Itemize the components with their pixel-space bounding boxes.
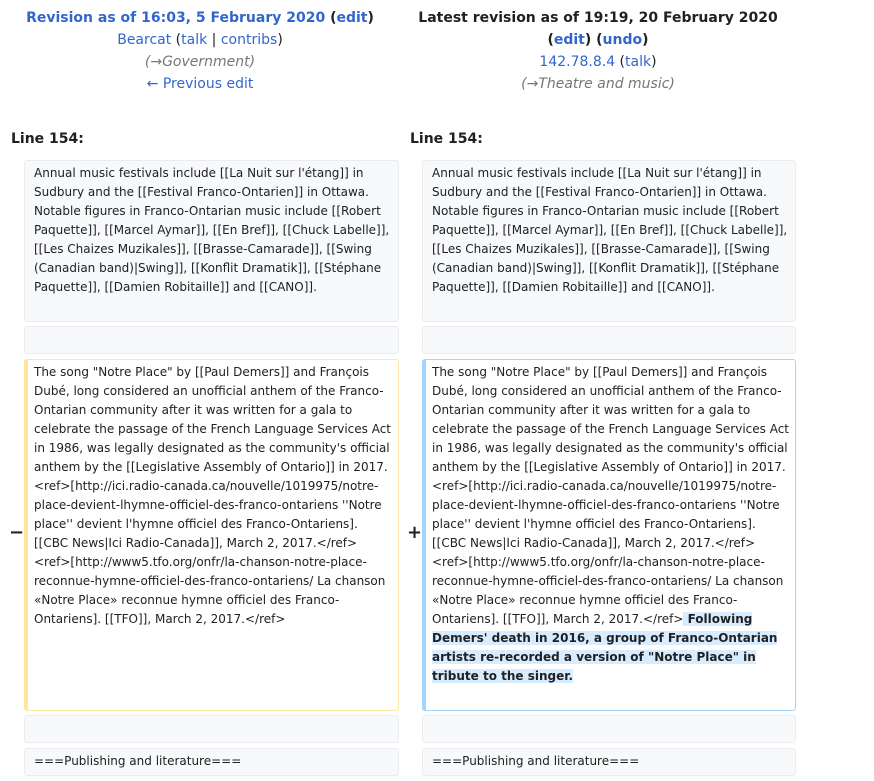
new-revision-user-line: 142.78.8.4 (talk) [539,54,657,70]
old-revision-title: Revision as of 16:03, 5 February 2020 (edit) [26,10,374,26]
old-revision-section-name: Government [162,54,250,70]
old-revision-user-link[interactable]: Bearcat [117,32,172,48]
diff-minus-marker: − [9,522,25,543]
old-revision-section-arrow[interactable]: → [150,54,163,70]
diff-added-line [422,359,796,711]
diff-line-number-old: Line 154: [11,131,84,147]
diff-context-heading-old: ===Publishing and literature=== [24,748,399,776]
new-revision-section-name: Theatre and music [538,76,670,92]
diff-plus-marker: + [407,522,423,543]
new-revision-summary: (→Theatre and music) [521,76,675,92]
old-revision-edit-link[interactable]: edit [336,10,368,26]
new-revision-section-arrow[interactable]: → [526,76,539,92]
diff-context-old: Annual music festivals include [[La Nuit sur l'étang]] in Sudbury and the [[Festival Franco-Ontarien]] in Ottawa. Notable figures in Franco-Ontarian music include [[Robert Paquette]], [[Marcel Aymar]], [[En Bref]], [[Chuck Labelle]], [[Les Chaizes Muzikales]], [[Brasse-Camarade]], [[Swing (Canadian band)|Swing]], [[Konflit Dramatik]], [[Stéphane Paquette]], [[Damien Robitaille]] and [[CANO]]. [24,160,399,322]
new-revision-link[interactable]: Latest revision as of 19:19, 20 February 2020 [418,10,778,26]
new-revision-edit-link[interactable]: edit [553,32,585,48]
previous-edit-link[interactable]: ← Previous edit [146,76,254,92]
new-revision-header [398,7,798,95]
diff-deleted-line: The song "Notre Place" by [[Paul Demers]] and François Dubé, long considered an unofficial anthem of the Franco-Ontarian community after it was written for a gala to celebrate the passage of the French Language Services Act in 1986, was legally designated as the community's official anthem by the [[Legislative Assembly of Ontario]] in 2017.<ref>[http://ici.radio-canada.ca/nouvelle/1019975/notre-place-devient-lhymne-officiel-des-franco-ontariens ''Notre place'' devient l'hymne officiel des Franco-Ontariens]. [[CBC News|Ici Radio-Canada]], March 2, 2017.</ref><ref>[http://www5.tfo.org/onfr/la-chanson-notre-place-reconnue-hymne-officiel-des-franco-ontariens/ La chanson «Notre Place» reconnue hymne officiel des Franco-Ontariens]. [[TFO]], March 2, 2017.</ref> [24,359,399,711]
old-revision-talk-link[interactable]: talk [181,32,208,48]
new-revision-actions: (edit) (undo) [547,32,649,48]
diff-context-empty-new-2 [422,715,796,743]
diff-line-number-new: Line 154: [410,131,483,147]
old-revision-contribs-link[interactable]: contribs [220,32,278,48]
diff-context-new: Annual music festivals include [[La Nuit sur l'étang]] in Sudbury and the [[Festival Franco-Ontarien]] in Ottawa. Notable figures in Franco-Ontarian music include [[Robert Paquette]], [[Marcel Aymar]], [[En Bref]], [[Chuck Labelle]], [[Les Chaizes Muzikales]], [[Brasse-Camarade]], [[Swing (Canadian band)|Swing]], [[Konflit Dramatik]], [[Stéphane Paquette]], [[Damien Robitaille]] and [[CANO]]. [422,160,796,322]
diff-inserted-text: Following Demers' death in 2016, a group of Franco-Ontarian artists re-recorded a version of "Notre Place" in tribute to the singer. [432,612,778,683]
old-revision-user-line: Bearcat (talk | contribs) [117,32,283,48]
undo-link[interactable]: undo [602,32,643,48]
diff-context-empty-old [24,326,399,354]
diff-context-empty-old-2 [24,715,399,743]
old-revision-summary: (→Government) [144,54,256,70]
old-revision-link[interactable]: Revision as of 16:03, 5 February 2020 [26,10,326,26]
diff-context-heading-new: ===Publishing and literature=== [422,748,796,776]
new-revision-talk-link[interactable]: talk [625,54,652,70]
diff-context-empty-new [422,326,796,354]
old-revision-header [0,7,400,95]
new-revision-user-link[interactable]: 142.78.8.4 [539,54,616,70]
diff-added-unchanged-text: The song "Notre Place" by [[Paul Demers]] and François Dubé, long considered an unofficial anthem of the Franco-Ontarian community after it was written for a gala to celebrate the passage of the French Language Services Act in 1986, was legally designated as the community's official anthem by the [[Legislative Assembly of Ontario]] in 2017.<ref>[http://ici.radio-canada.ca/nouvelle/1019975/notre-place-devient-lhymne-officiel-des-franco-ontariens ''Notre place'' devient l'hymne officiel des Franco-Ontariens]. [[CBC News|Ici Radio-Canada]], March 2, 2017.</ref><ref>[http://www5.tfo.org/onfr/la-chanson-notre-place-reconnue-hymne-officiel-des-franco-ontariens/ La chanson «Notre Place» reconnue hymne officiel des Franco-Ontariens]. [[TFO]], March 2, 2017.</ref> [432,365,789,626]
